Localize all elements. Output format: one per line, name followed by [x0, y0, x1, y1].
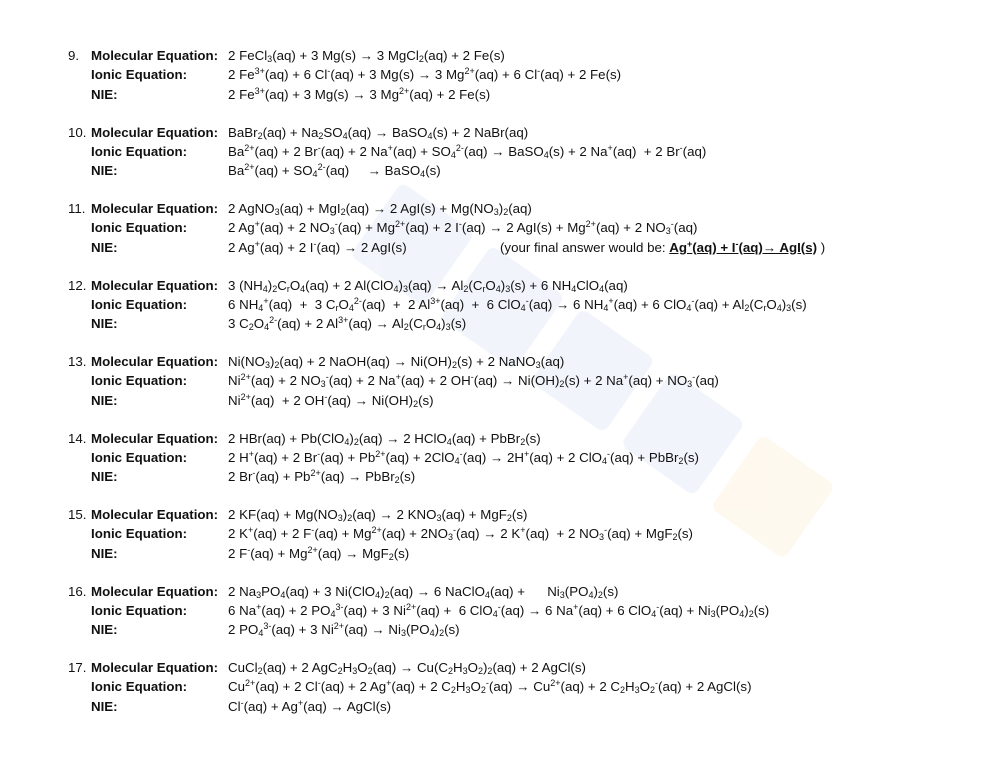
ionic-equation-row: [0, 524, 1000, 543]
nie-equation-row: [0, 85, 1000, 104]
nie-label: NIE:: [91, 469, 118, 485]
nie-equation-row: [0, 697, 1000, 716]
molecular-equation-row: [0, 352, 1000, 371]
molecular-label: Molecular Equation:: [91, 430, 219, 446]
nie-label: NIE:: [91, 316, 118, 332]
molecular-equation-row: [0, 46, 1000, 65]
ionic-equation-row: [0, 371, 1000, 390]
molecular-equation: 2 $KF(aq) + Mg(NO_3)_2(aq) \to 2$ $KNO_3(aq) + MgF_2(s)$: [228, 507, 528, 523]
ionic-equation-row: [0, 218, 1000, 237]
nie-equation: 2 $Br^-(aq) + Pb^{2+}(aq)$ → PbBr$_2$(s): [228, 468, 416, 486]
nie-equation-row: [0, 314, 1000, 333]
molecular-equation-row: [0, 658, 1000, 677]
ionic-equation-row: [0, 142, 1000, 161]
nie-equation: 2 $F^-(aq) + Mg^{2+}(aq) \to MgF_2(s)$: [228, 544, 410, 562]
nie-equation: 2 $Fe^{3+}(aq) + 3$ Mg(s) → 3 $Mg^{2+}(aq) + 2$ Fe(s): [228, 85, 491, 102]
molecular-equation: CuCl$_2$(aq) + 2 $AgC_2H_3O_2(aq) \to Cu(C_2H_3O_2)_2(aq) + 2$ AgCl(s): [228, 660, 586, 676]
molecular-equation: 2 FeCl$_3$(aq) + 3 Mg(s) → 3 MgCl$_2$(aq) + 2 Fe(s): [228, 48, 505, 64]
molecular-equation-row: [0, 582, 1000, 601]
molecular-equation: 2 AgNO$_3$(aq) + MgI$_2$(aq) → 2 $AgI(s) + Mg(NO_3)_2(aq)$: [228, 201, 532, 217]
molecular-equation-row: [0, 505, 1000, 524]
molecular-equation-row: [0, 199, 1000, 218]
ionic-equation: $Cu^{2+}(aq) + 2$ Cl-(aq) + 2 Ag+(aq) + 2 $C_2H_3O_2^-(aq) \to Cu^{2+}(aq) + 2$ $C_2H_3O_2^-(aq) + 2$ AgCl(s): [228, 678, 752, 696]
ionic-label: Ionic Equation:: [91, 602, 188, 618]
ionic-equation: 2 H+(aq) + 2 $Br^-(aq) + Pb^{2+}(aq) + 2ClO_4^-(aq) \to 2H^+(aq) + 2$ ClO$_4$-(aq) + PbBr$_2$(s): [228, 448, 699, 466]
nie-label: NIE:: [91, 622, 118, 638]
ionic-equation: 6 $NH_4^+(aq) + 3$ $C_rO_4^{2-}(aq) + 2$ $Al^{3+}(aq) + 6$ ClO$_4$-(aq) → 6 $NH_4^+(aq) + 6$ $ClO_4^-(aq) + Al_2(C_rO_4)_3(s)$: [228, 295, 807, 313]
molecular-label: Molecular Equation:: [91, 583, 219, 599]
nie-equation: 3 $C_2O_4^{2-}(aq) + 2$ $Al^{3+}(aq) \to Al_2(C_rO_4)_3(s)$: [228, 315, 467, 333]
ionic-equation: 2 Ag+(aq) + 2 $NO_3^-(aq) + Mg^{2+}(aq) + 2$ I-(aq) → 2 $AgI(s) + Mg^{2+}(aq) + 2$ $NO_3^-(aq)$: [228, 219, 698, 237]
ionic-label: Ionic Equation:: [91, 296, 188, 312]
nie-equation: 2 $PO_4^{3-}(aq) + 3$ $Ni^{2+}(aq) \to Ni_3(PO_4)_2(s)$: [228, 621, 460, 639]
molecular-equation: 3 $(NH_4)_2C_rO_4(aq) + 2$ $Al(ClO_4)_3(aq) \to Al_2(C_rO_4)_3(s) + 6$ $NH_4ClO_4(aq)$: [228, 277, 628, 294]
problem-number: 16.: [68, 583, 87, 599]
ionic-label: Ionic Equation:: [91, 679, 188, 695]
problem-number: 10.: [68, 124, 87, 140]
nie-equation: 2 Ag+(aq) + 2 I-(aq) → 2 AgI(s): [228, 238, 407, 255]
ionic-equation-row: [0, 65, 1000, 84]
nie-label: NIE:: [91, 239, 118, 255]
molecular-label: Molecular Equation:: [91, 124, 219, 140]
nie-equation-row: [0, 391, 1000, 410]
ionic-equation-row: [0, 677, 1000, 696]
ionic-equation-row: [0, 601, 1000, 620]
molecular-label: Molecular Equation:: [91, 660, 219, 675]
ionic-equation-row: [0, 448, 1000, 467]
ionic-equation-row: [0, 295, 1000, 314]
molecular-equation-row: [0, 123, 1000, 142]
problem-number: 15.: [68, 507, 87, 522]
problem-number: 14.: [68, 430, 87, 446]
nie-equation: $Ni^{2+}(aq) + 2$ $OH^-(aq) \to Ni(OH)_2(s)$: [228, 391, 434, 409]
molecular-equation: 2 $HBr(aq) + Pb(ClO_4)_2(aq) \to 2$ HClO$_4$(aq) + PbBr$_2$(s): [228, 430, 541, 447]
nie-equation-row: [0, 467, 1000, 486]
molecular-label: Molecular Equation:: [91, 507, 219, 522]
ionic-label: Ionic Equation:: [91, 449, 188, 465]
ionic-equation: $Ni^{2+}(aq) + 2$ $NO_3^-(aq) + 2$ Na+(aq) + 2 $OH^-(aq) \to Ni(OH)_2(s) + 2$ $Na^+(aq) + NO_3^-(aq)$: [228, 372, 719, 390]
molecular-equation: BaBr$_2$(aq) + $Na_2SO_4(aq)$ → BaSO$_4$(s) + 2 NaBr(aq): [228, 124, 529, 141]
ionic-equation: $Ba^{2+}(aq) + 2$ Br-(aq) + 2 $Na^+(aq) + SO_4^{2-}(aq)$ → BaSO$_4$(s) + 2 Na+(aq) + 2 Br-(aq): [228, 142, 707, 160]
ionic-equation: 2 $Fe^{3+}(aq) + 6$ Cl-(aq) + 3 Mg(s) → 3 $Mg^{2+}(aq) + 6$ Cl-(aq) + 2 Fe(s): [228, 66, 622, 83]
molecular-equation: $Ni(NO_3)_2(aq) + 2$ NaOH(aq) → $Ni(OH)_2(s) + 2$ NaNO$_3$(aq): [228, 354, 565, 370]
nie-label: NIE:: [91, 545, 118, 561]
nie-label: NIE:: [91, 86, 118, 102]
final-answer-note: (your final answer would be: Ag+(aq) + I-(aq)→ AgI(s) ): [500, 238, 826, 255]
problem-number: 13.: [68, 354, 87, 369]
problem-number: 9.: [68, 48, 80, 63]
problem-number: 17.: [68, 660, 87, 675]
nie-label: NIE:: [91, 163, 118, 179]
nie-equation-row: [0, 161, 1000, 180]
nie-equation-row: [0, 238, 1000, 257]
molecular-equation-row: [0, 276, 1000, 295]
ionic-label: Ionic Equation:: [91, 143, 188, 159]
nie-equation: Cl-(aq) + Ag+(aq) → AgCl(s): [228, 697, 392, 714]
nie-equation-row: [0, 620, 1000, 639]
nie-label: NIE:: [91, 698, 118, 714]
problem-number: 11.: [68, 201, 86, 216]
ionic-label: Ionic Equation:: [91, 220, 188, 236]
molecular-equation: 2 $Na_3PO_4(aq) + 3$ $Ni(ClO_4)_2(aq) \to 6$ NaClO$_4$(aq) + $Ni_3(PO_4)_2(s)$: [228, 583, 619, 600]
molecular-label: Molecular Equation:: [91, 277, 219, 293]
molecular-equation-row: [0, 429, 1000, 448]
ionic-label: Ionic Equation:: [91, 373, 188, 389]
nie-equation-row: [0, 544, 1000, 563]
ionic-equation: 6 Na+(aq) + 2 $PO_4^{3-}(aq) + 3$ $Ni^{2+}(aq) + 6$ ClO$_4$-(aq) → 6 Na+(aq) + 6 $ClO_4^-(aq) + Ni_3(PO_4)_2(s)$: [228, 601, 770, 619]
problem-number: 12.: [68, 277, 87, 293]
ionic-equation: 2 K+(aq) + 2 $F^-(aq) + Mg^{2+}(aq) + 2NO_3^-(aq) \to 2$ K+(aq) + 2 $NO_3^-(aq) + MgF_2(s)$: [228, 525, 693, 543]
molecular-label: Molecular Equation:: [91, 354, 219, 369]
ionic-label: Ionic Equation:: [91, 67, 188, 83]
nie-equation: $Ba^{2+}(aq) + SO_4^{2-}(aq)$ → BaSO$_4$(s): [228, 162, 441, 180]
ionic-label: Ionic Equation:: [91, 526, 188, 542]
nie-label: NIE:: [91, 392, 118, 408]
molecular-label: Molecular Equation:: [91, 201, 219, 216]
molecular-label: Molecular Equation:: [91, 48, 219, 63]
